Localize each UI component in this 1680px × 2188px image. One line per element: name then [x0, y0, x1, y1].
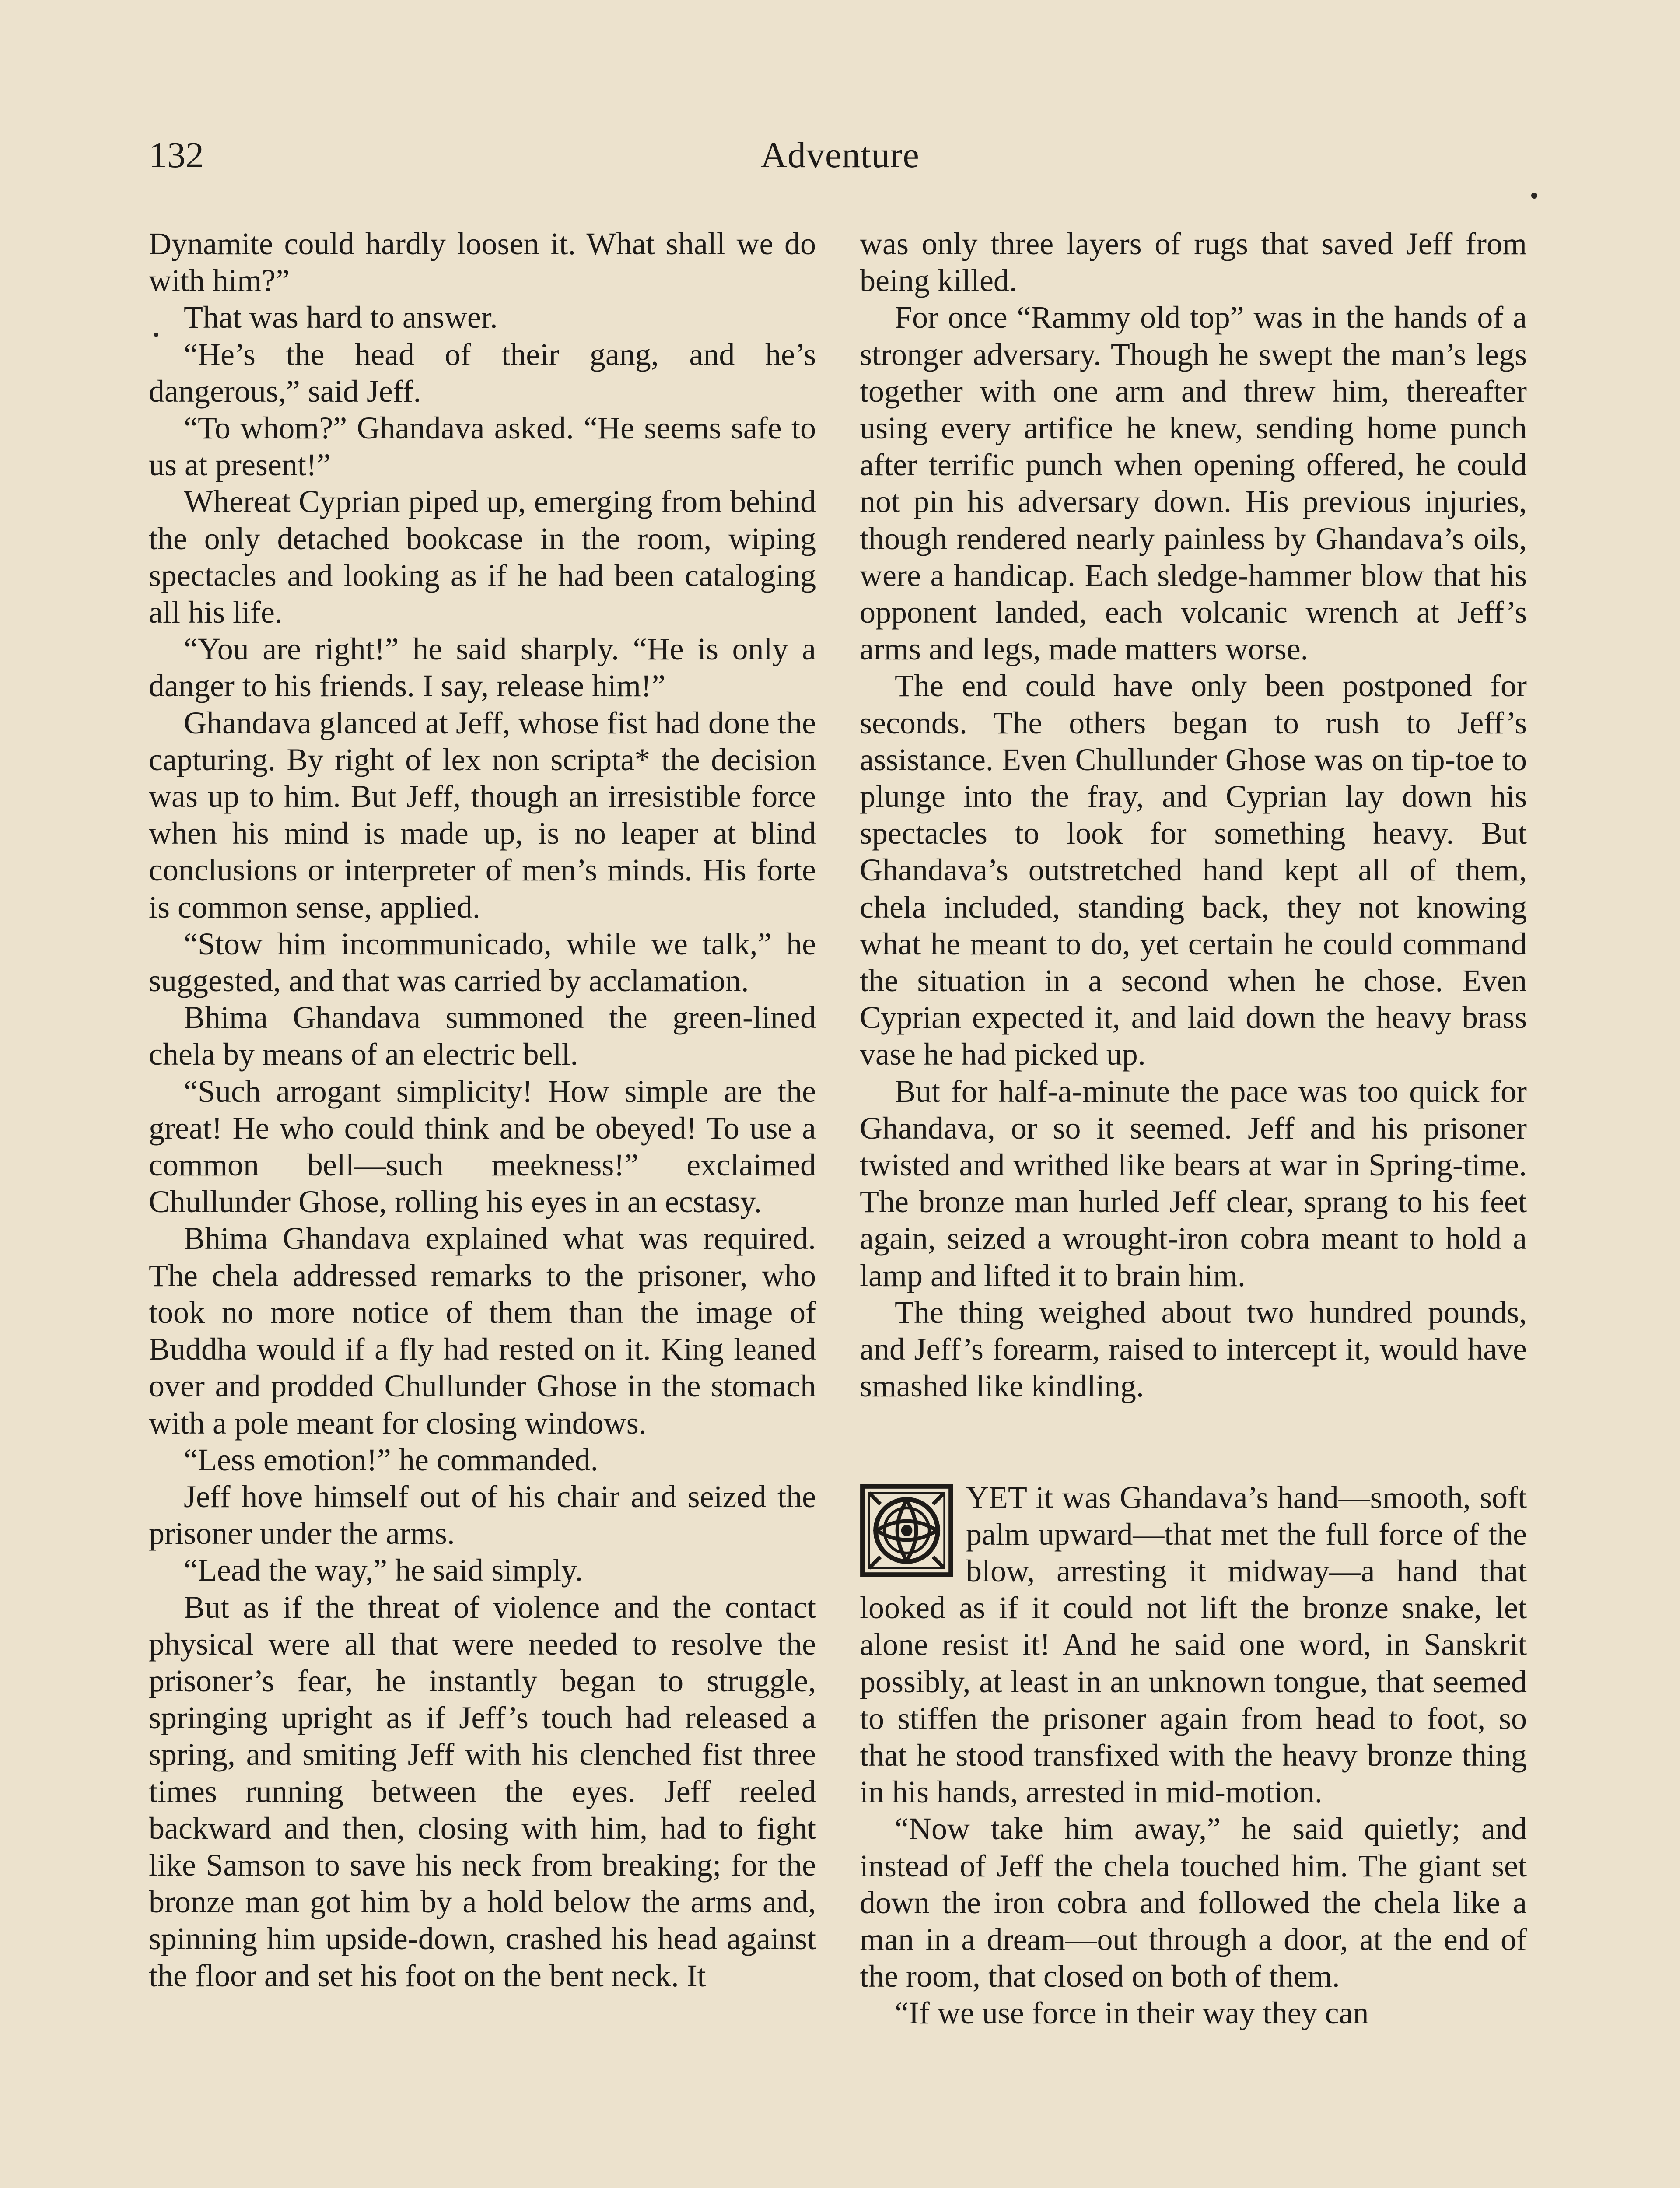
- paragraph-text: Dynamite could hardly loosen it. What shall we do with him?”: [149, 226, 816, 298]
- paragraph-text: That was hard to answer.: [184, 300, 498, 335]
- paragraph-text: The end could have only been postponed for seconds. The others began to rush to Jeff’s assistance. Even Chullunder Ghose was on tip-toe to plunge into the fray, and Cyprian lay down his spectacles to look for something heavy. But Ghandava’s outstretched hand kept all of them, chela included, standing back, they not knowing what he meant to do, yet certain he could command the situation in a second when he chose. Even Cyprian expected it, and laid down the heavy brass vase he had picked up.: [860, 668, 1527, 1072]
- paragraph-text: For once “Rammy old top” was in the hands of a stronger adversary. Though he swept the man’s legs together with one arm and threw him, thereafter using every artifice he knew, sending home punch after terrific punch when opening offered, he could not pin his adversary down. His previous injuries, though rendered nearly painless by Ghandava’s oils, were a handicap. Each sledge-hammer blow that his opponent landed, each volcanic wrench at Jeff’s arms and legs, made matters worse.: [860, 300, 1527, 667]
- paragraph-text: The thing weighed about two hundred pounds, and Jeff’s forearm, raised to intercept it, would have smashed like kindling.: [860, 1294, 1527, 1404]
- paragraph: [149, 483, 816, 631]
- paragraph: [149, 631, 816, 704]
- running-title: Adventure: [760, 135, 920, 175]
- paragraph: [860, 1073, 1527, 1294]
- paragraph: [149, 299, 816, 336]
- paragraph-text: “You are right!” he said sharply. “He is only a danger to his friends. I say, release him!”: [149, 631, 816, 704]
- left-column: [149, 225, 816, 1994]
- paragraph-text: Whereat Cyprian piped up, emerging from behind the only detached bookcase in the room, wiping spectacles and looking as if he had been cataloging all his life.: [149, 484, 816, 630]
- paragraph: [149, 1478, 816, 1552]
- paragraph: [149, 1589, 816, 1994]
- paragraph-text: “Now take him away,” he said quietly; and instead of Jeff the chela touched him. The giant set down the iron cobra and followed the chela like a man in a dream—out through a door, at the end of the room, that closed on both of them.: [860, 1811, 1527, 1994]
- paragraph: [860, 225, 1527, 299]
- paragraph-text: “Stow him incommunicado, while we talk,” he suggested, and that was carried by acclamation.: [149, 926, 816, 999]
- paragraph-text: YET it was Ghandava’s hand—smooth, soft palm upward—that met the full force of the blow, arresting it midway—a hand that looked as if it could not lift the bronze snake, let alone resist it! And he said one word, in Sanskrit possibly, at least in an unknown tongue, that seemed to stiffen the prisoner again from head to foot, so that he stood transfixed with the heavy bronze thing in his hands, arrested in mid-motion.: [860, 1480, 1527, 1810]
- paragraph-text: “He’s the head of their gang, and he’s dangerous,” said Jeff.: [149, 337, 816, 409]
- page-header: [149, 127, 1531, 188]
- paragraph: [149, 999, 816, 1073]
- paragraph-text: But for half-a-minute the pace was too quick for Ghandava, or so it seemed. Jeff and his prisoner twisted and writhed like bears at war in Spring-time. The bronze man hurled Jeff clear, sprang to his feet again, seized a wrought-iron cobra meant to hold a lamp and lifted it to brain him.: [860, 1073, 1527, 1293]
- paragraph-text: But as if the threat of violence and the contact physical were all that were needed to resolve the prisoner’s fear, he instantly began to struggle, springing upright as if Jeff’s touch had released a spring, and smiting Jeff with his clenched fist three times running between the eyes. Jeff reeled backward and then, closing with him, had to fight like Samson to save his neck from breaking; for the bronze man got him by a hold below the arms and, spinning him upside-down, crashed his head against the floor and set his foot on the bent neck. It: [149, 1589, 816, 1993]
- paragraph: [860, 1810, 1527, 1995]
- paragraph: [860, 1479, 1527, 1811]
- paragraph-text: “Less emotion!” he commanded.: [184, 1442, 598, 1477]
- paragraph: [149, 336, 816, 410]
- paragraph: [149, 1220, 816, 1441]
- paragraph-text: “To whom?” Ghandava asked. “He seems safe to us at present!”: [149, 410, 816, 483]
- paragraph-text: “Lead the way,” he said simply.: [184, 1553, 583, 1588]
- paragraph-text: Bhima Ghandava explained what was required. The chela addressed remarks to the prisoner, who took no more notice of them than the image of Buddha would if a fly had rested on it. King leaned over and prodded Chullunder Ghose in the stomach with a pole meant for closing windows.: [149, 1221, 816, 1441]
- paragraph: [149, 410, 816, 483]
- paragraph: [860, 1294, 1527, 1405]
- paragraph: [149, 1073, 816, 1220]
- paragraph: [149, 705, 816, 926]
- paragraph: [860, 299, 1527, 667]
- right-column: [860, 225, 1527, 2032]
- print-speck: [1531, 193, 1537, 199]
- paragraph: [149, 1552, 816, 1588]
- paragraph-text: “Such arrogant simplicity! How simple are the great! He who could think and be obeyed! To use a common bell—such meekness!” exclaimed Chullunder Ghose, rolling his eyes in an ecstasy.: [149, 1073, 816, 1220]
- celtic-knot-ornament-icon: [860, 1483, 954, 1578]
- paragraph: [149, 225, 816, 299]
- paragraph: [860, 1995, 1527, 2031]
- page-number: 132: [149, 135, 204, 175]
- paragraph-text: Jeff hove himself out of his chair and seized the prisoner under the arms.: [149, 1479, 816, 1551]
- paragraph-text: “If we use force in their way they can: [895, 1995, 1369, 2031]
- paragraph: [149, 926, 816, 999]
- paragraph: [149, 1441, 816, 1478]
- paragraph-text: Bhima Ghandava summoned the green-lined chela by means of an electric bell.: [149, 1000, 816, 1072]
- paragraph-text: Ghandava glanced at Jeff, whose fist had done the capturing. By right of lex non scripta* the decision was up to him. But Jeff, though an irresistible force when his mind is made up, is no leaper at blind conclusions or interpreter of men’s minds. His forte is common sense, applied.: [149, 705, 816, 925]
- paragraph: [860, 667, 1527, 1073]
- paragraph-text: was only three layers of rugs that saved Jeff from being killed.: [860, 226, 1527, 298]
